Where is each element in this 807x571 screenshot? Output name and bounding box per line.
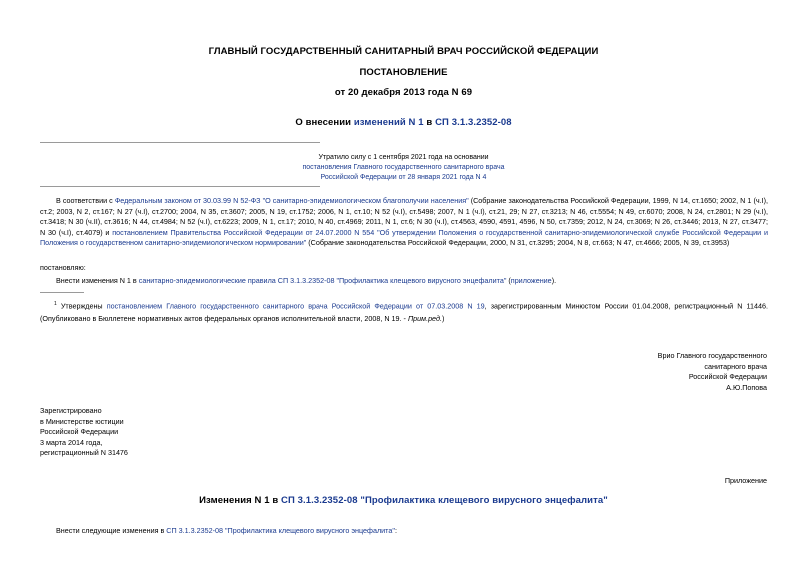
appendix-title	[0, 495, 807, 506]
appendix-intro	[56, 526, 768, 537]
resolve-text: (	[506, 276, 511, 285]
status-note	[0, 153, 807, 183]
signature-block	[467, 351, 767, 393]
preamble-paragraph	[40, 196, 768, 249]
registration-line: Зарегистрировано	[40, 406, 102, 415]
preamble-text: В соответствии с	[56, 196, 115, 205]
registration-line: в Министерстве юстиции	[40, 416, 124, 426]
signature-line: Российской Федерации	[688, 372, 767, 381]
document-date-number: от 20 декабря 2013 года N 69	[334, 87, 473, 98]
federal-law-link[interactable]: Федеральным законом от 30.03.99 N 52-ФЗ "О санитарно-эпидемиологическом благополучии населения"	[114, 196, 469, 205]
repeal-resolution-link-cont[interactable]: Российской Федерации от 28 января 2021 года N 4	[320, 174, 487, 181]
footnote-mark: 1	[54, 301, 57, 307]
resolve-paragraph	[56, 276, 768, 287]
signatory-name: А.Ю.Попова	[726, 382, 767, 392]
appendix-title-text: Изменения N 1 в	[199, 495, 282, 506]
signature-line: Врио Главного государственного	[657, 351, 767, 360]
appendix-label: Приложение	[724, 476, 767, 485]
document-title	[0, 117, 807, 128]
appendix-intro-text: :	[394, 526, 397, 535]
authority-heading: ГЛАВНЫЙ ГОСУДАРСТВЕННЫЙ САНИТАРНЫЙ ВРАЧ РОССИЙСКОЙ ФЕДЕРАЦИИ	[208, 46, 599, 57]
footnote-text: Утверждены	[56, 301, 107, 311]
appendix-link[interactable]: приложение	[510, 276, 552, 285]
footnote-text: )	[441, 314, 445, 324]
divider	[40, 186, 320, 187]
title-mid: в	[423, 117, 436, 128]
registration-line: 3 марта 2014 года,	[40, 437, 103, 447]
footnote	[40, 298, 768, 325]
resolve-text: ).	[551, 276, 557, 285]
footnote-divider	[40, 292, 84, 293]
approval-resolution-link[interactable]: постановлением Главного государственного санитарного врача Российской Федерации от 07.03.2008 N 19	[106, 301, 485, 311]
preamble-text: (Собрание законодательства Российской Федерации, 1999, N 14, ст.1650; 2002, N 1 (ч.I), ст.2; 2003, N 2, ст.167; N 27 (ч.I), ст.2700; 2004, N 35, ст.3607; 2005, N 19, ст.1752; 2006, N 1, ст.10; N 52 (ч.I), ст.5498; 2007, N 1 (ч.I), ст.21, 29; N 27, ст.3213; N 46, ст.5554; N 49, ст.6070; 2008, N 24, ст.2801; N 29 (ч.I), ст.3418; N 30 (ч.II), ст.3616; N 44, ст.4984; N 52 (ч.I), ст.6223; 2009, N 1, ст.17; 2010, N 40, ст.4969; 2011, N 1, ст.6; N 30 (ч.I), ст.4563, 4590, 4591, 4596, N 50, ст.7359; 2012, N 24, ст.3069; N 26, ст.3446; 2013, N 27, ст.3477; N 30 (ч.I), ст.4079) и	[40, 196, 768, 237]
sanitary-rules-link[interactable]: санитарно-эпидемиологические правила СП 3.1.3.2352-08 "Профилактика клещевого вирусного энцефалита"	[138, 276, 507, 285]
editor-note: Прим.ред.	[407, 314, 442, 324]
registration-line: Российской Федерации	[40, 427, 119, 436]
appendix-intro-text: Внести следующие изменения в	[56, 526, 167, 535]
registration-block	[40, 406, 340, 459]
resolve-label: постановляю:	[40, 263, 86, 272]
title-prefix: О внесении	[295, 117, 354, 128]
preamble-text: (Собрание законодательства Российской Федерации, 2000, N 31, ст.3295; 2004, N 8, ст.663; N 47, ст.4666; 2005, N 39, ст.3953)	[306, 238, 730, 247]
registration-line: регистрационный N 31476	[40, 448, 128, 457]
document-type: ПОСТАНОВЛЕНИЕ	[359, 67, 448, 78]
status-note-line: Утратило силу с 1 сентября 2021 года на основании	[318, 154, 489, 161]
sp-link[interactable]: СП 3.1.3.2352-08	[435, 117, 512, 128]
appendix-title-link[interactable]: СП 3.1.3.2352-08 "Профилактика клещевого вирусного энцефалита"	[281, 495, 608, 506]
appendix-intro-link[interactable]: СП 3.1.3.2352-08 "Профилактика клещевого вирусного энцефалита"	[166, 526, 395, 535]
changes-link[interactable]: изменений N 1	[353, 117, 424, 128]
government-resolution-link[interactable]: постановлением Правительства Российской Федерации от 24.07.2000 N 554 "Об утверждении Положения о государственной санитарно-эпидемиологической службе Российской Федерации и Положения о государственном санитарно-эпидемиологическом нормировании"	[40, 227, 768, 247]
divider	[40, 142, 320, 143]
signature-line: санитарного врача	[704, 361, 767, 371]
footnote-text: , зарегистрированным Минюстом России 01.04.2008, регистрационный N 11446. (Опубликовано в Бюллетене нормативных актов федеральных органов исполнительной власти, 2008, N 19. -	[40, 301, 768, 324]
repeal-resolution-link[interactable]: постановления Главного государственного санитарного врача	[302, 164, 505, 171]
resolve-text: Внести изменения N 1 в	[56, 276, 139, 285]
